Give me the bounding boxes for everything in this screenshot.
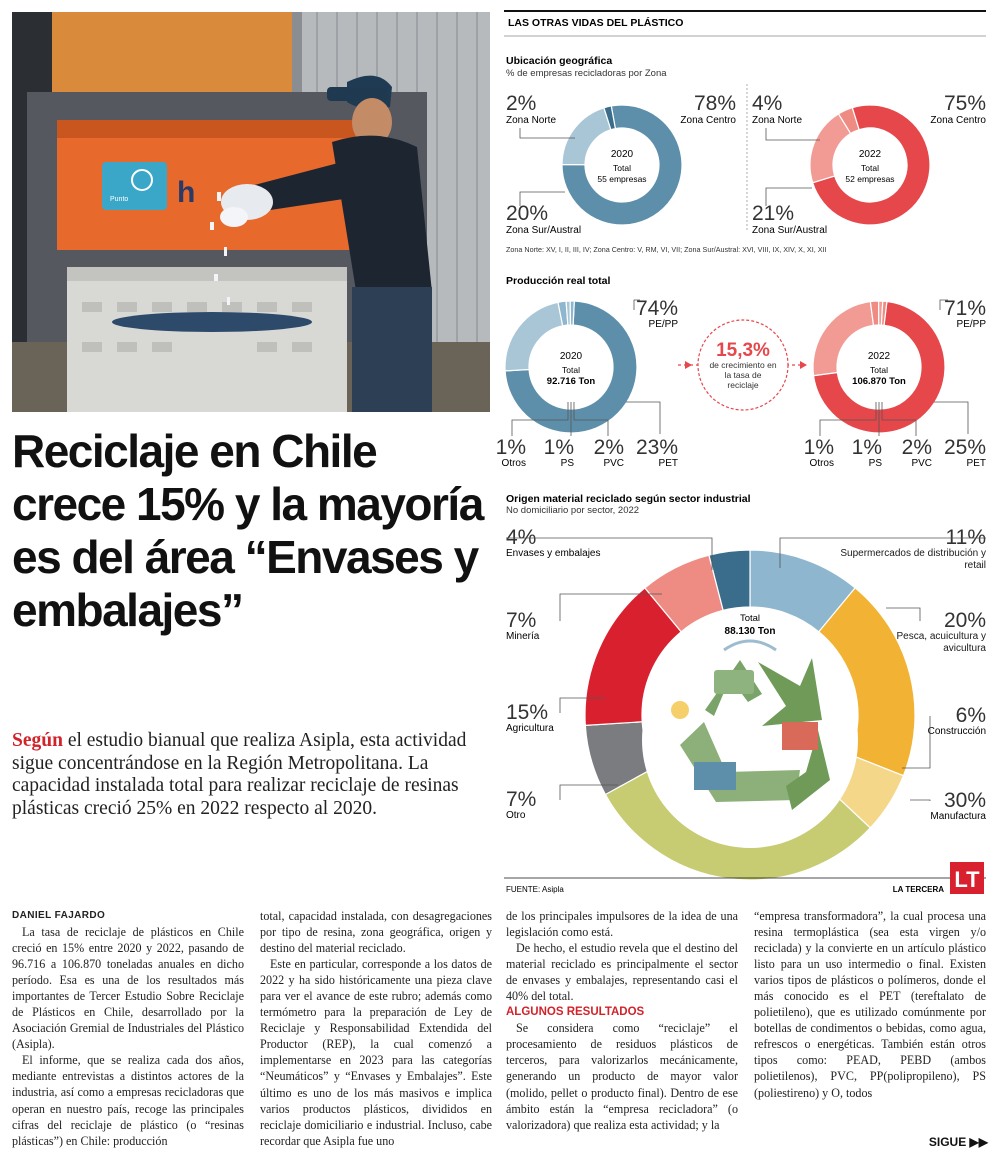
geo2022-centro-label: Zona Centro [930, 115, 986, 126]
article-body [12, 908, 990, 1158]
growth-text: de crecimiento en la tasa de reciclaje [709, 360, 777, 390]
geo2020-norte-label: Zona Norte [506, 115, 557, 126]
body-column-1 [12, 908, 244, 1149]
origin-envases-label: Envases y embalajes [506, 548, 601, 559]
lead-text: el estudio bianual que realiza Asipla, esta actividad sigue concentrándose en la Región Metropolitana. La capacidad instalada total para realizar reciclaje de resinas plásticas creció 25% en 2022 respecto al 2020. [12, 730, 467, 819]
origin-envases-value: 4% [506, 526, 537, 549]
geo2022-total-value: 52 empresas [845, 174, 895, 184]
section-title: LAS OTRAS VIDAS DEL PLÁSTICO [508, 17, 684, 29]
prod2020-pet-label: PET [658, 458, 678, 469]
origin-otro-value: 7% [506, 788, 537, 811]
origin-mineria-value: 7% [506, 609, 537, 632]
prod2022-otros-value: 1% [803, 436, 834, 459]
prod2022-otros-label: Otros [809, 458, 834, 469]
prod2020-ps-value: 1% [543, 436, 574, 459]
prod2022-year: 2022 [867, 351, 891, 362]
photo-logo-text: h [177, 176, 196, 209]
donut-geo-2020 [562, 105, 682, 225]
prod2020-pepp-value: 74% [635, 297, 678, 320]
prod2022-pepp-label: PE/PP [956, 319, 986, 330]
continue-link[interactable]: SIGUE ▶▶ [928, 1135, 988, 1149]
origin-pesca-label: Pesca, acuicultura y avicultura [896, 631, 986, 654]
body-column-2 [260, 908, 492, 1149]
recycle-illustration [642, 632, 858, 848]
prod2020-ps-label: PS [560, 458, 574, 469]
zone-note: Zona Norte: XV, I, II, III, IV; Zona Centro: V, RM, VI, VII; Zona Sur/Austral: XVI, VIII, IX, XIV, X, XI, XII [506, 245, 827, 254]
geo2020-sur-label: Zona Sur/Austral [506, 225, 582, 236]
prod2022-ps-label: PS [868, 458, 882, 469]
geo2022-centro-value: 75% [943, 92, 986, 115]
prod2020-slice-otros [570, 301, 574, 325]
geo2020-total-value: 55 empresas [597, 174, 647, 184]
geo2020-sur-value: 20% [506, 202, 549, 225]
body-paragraph: de los principales impulsores de la idea de una legislación como está. [506, 909, 738, 940]
prod2020-pvc-value: 2% [593, 436, 624, 459]
section-subhead: ALGUNOS RESULTADOS [506, 1006, 645, 1019]
production-title: Producción real total [506, 275, 611, 287]
origin-construccion-value: 6% [955, 704, 986, 727]
body-paragraph: De hecho, el estudio revela que el destino del material reciclado es principalmente el sector de envases y embalajes, representando casi el 40% del total. [506, 941, 738, 1004]
geo2020-centro-label: Zona Centro [680, 115, 736, 126]
origin-construccion-label: Construcción [927, 726, 986, 737]
origin-supermercados-value: 11% [945, 526, 986, 549]
origin-mineria-label: Minería [506, 631, 540, 642]
body-column-4 [754, 908, 986, 1101]
body-paragraph: La tasa de reciclaje de plásticos en Chile creció en 15% entre 2020 y 2022, pasando de 96.716 a 106.870 toneladas anuales en dicho período. Esa es una de los resultados más importantes de Tercer Estudio Sobre Reciclaje de Plásticos en Chile, desarrollado por la Asociación Gremial de Industriales del Plástico (Asipla). [12, 925, 244, 1052]
prod2022-slice-pet [813, 302, 874, 376]
prod2022-pet-value: 25% [943, 436, 986, 459]
lead-highlight: Según [12, 730, 63, 751]
geo2020-slice-zona-sur-austral [562, 108, 611, 165]
byline: DANIEL FAJARDO [12, 910, 106, 921]
prod2022-pet-label: PET [966, 458, 986, 469]
photo-sign-text: Punto [110, 196, 129, 203]
infographic [495, 10, 990, 898]
geo2020-norte-value: 2% [506, 92, 537, 115]
origin-otro-label: Otro [506, 810, 526, 821]
geo2022-year: 2022 [858, 149, 882, 160]
body-paragraph: total, capacidad instalada, con desagregaciones por tipo de resina, zona geográfica, origen y destino del material reciclado. [260, 909, 492, 956]
geo2022-norte-label: Zona Norte [752, 115, 803, 126]
prod2020-slice-pet [505, 302, 563, 371]
geo2022-sur-label: Zona Sur/Austral [752, 225, 828, 236]
infographic-svg [495, 10, 990, 898]
prod2022-pvc-label: PVC [911, 458, 932, 469]
prod2020-otros-value: 1% [495, 436, 526, 459]
body-column-3 [506, 908, 738, 1133]
origin-title: Origen material reciclado según sector industrial [506, 493, 751, 505]
origin-total-value: 88.130 Ton [724, 626, 776, 637]
brand-name: LA TERCERA [892, 885, 944, 894]
growth-value: 15,3% [716, 340, 770, 361]
geo2020-year: 2020 [610, 149, 634, 160]
origin-manufactura-label: Manufactura [930, 811, 986, 822]
recycling-worker-photo [12, 12, 490, 412]
body-paragraph: “empresa transformadora”, la cual procesa una resina termoplástica (sea esta virgen y/o reciclada) y la convierte en un artículo plástico listo para un uso intermedio o final. Existen varios tipos de plásticos o polímeros, donde el más conocido es el PET (tereftalato de polietileno), que es utilizado comúnmente por botellas de condimentos o bebidas, como agua, refrescos o energéticas. También están otros tipos como: PEAD, PEBD (ambos polietilenos), PVC, PP(polipropileno), PS (poliestireno) y O, todos [754, 909, 986, 1100]
body-paragraph: El informe, que se realiza cada dos años, mediante entrevistas a distintos actores de la industria, así como a empresas recicladoras que operan en nuestro país, recoge las principales cifras del reciclaje de plástico (o “resinas plásticas”) en Chile: producción [12, 1053, 244, 1148]
prod2020-year: 2020 [559, 351, 583, 362]
geo-title: Ubicación geográfica [506, 55, 613, 67]
origin-supermercados-label: Supermercados de distribución y retail [840, 548, 986, 571]
prod2020-pvc-label: PVC [603, 458, 624, 469]
origin-pesca-value: 20% [943, 609, 986, 632]
prod2020-pepp-label: PE/PP [648, 319, 678, 330]
origin-agricultura-label: Agricultura [506, 723, 554, 734]
headline: Reciclaje en Chile crece 15% y la mayoría es del área “Envases y embalajes” [12, 425, 483, 636]
prod2022-pvc-value: 2% [901, 436, 932, 459]
origin-subtitle: No domiciliario por sector, 2022 [506, 505, 640, 516]
geo2022-total-label: Total [861, 163, 879, 173]
body-paragraph: Este en particular, corresponde a los datos de 2022 y ha sido históricamente una pieza clave para ver el avance de este rubro; además como termómetro para la preparación de Ley de Reciclaje y Responsabilidad Extendida del Productor (REP), la cual comenzó a implementarse en 2023 para las categorías “Neumáticos” y “Envases y Embalajes”. Este último es uno de los más masivos e implica varios productos plásticos, divididos en reciclaje domiciliario e industrial. Incluso, cabe recordar que Asipla fue uno [260, 957, 492, 1148]
source-note: FUENTE: Asipla [506, 885, 564, 894]
body-paragraph: Se considera como “reciclaje” el procesamiento de residuos plásticos de terceros, para valorizarlos mecánicamente, generando un producto de mayor valor (molido, pellet o producto final). Dentro de ese ámbito están la “empresa recicladora” (o valorizadora) que realiza esta actividad; y la [506, 1021, 738, 1132]
article-photo [12, 12, 490, 412]
prod2020-otros-label: Otros [501, 458, 526, 469]
prod2020-total-label: Total [562, 365, 580, 375]
lead-paragraph [12, 730, 490, 820]
prod2020-total-value: 92.716 Ton [546, 376, 596, 387]
donut-geo-2022 [810, 105, 930, 225]
prod2022-total-label: Total [870, 365, 888, 375]
geo-subtitle: % de empresas recicladoras por Zona [506, 68, 667, 79]
geo2022-norte-value: 4% [752, 92, 783, 115]
prod2022-total-value: 106.870 Ton [852, 376, 906, 387]
origin-total-label: Total [739, 613, 761, 624]
prod2022-ps-value: 1% [851, 436, 882, 459]
geo2020-total-label: Total [613, 163, 631, 173]
geo2020-centro-value: 78% [693, 92, 736, 115]
origin-manufactura-value: 30% [943, 789, 986, 812]
geo2022-sur-value: 21% [752, 202, 795, 225]
prod2022-pepp-value: 71% [943, 297, 986, 320]
prod2020-pet-value: 23% [635, 436, 678, 459]
brand-logo-icon: LT [954, 867, 980, 892]
origin-agricultura-value: 15% [506, 701, 549, 724]
